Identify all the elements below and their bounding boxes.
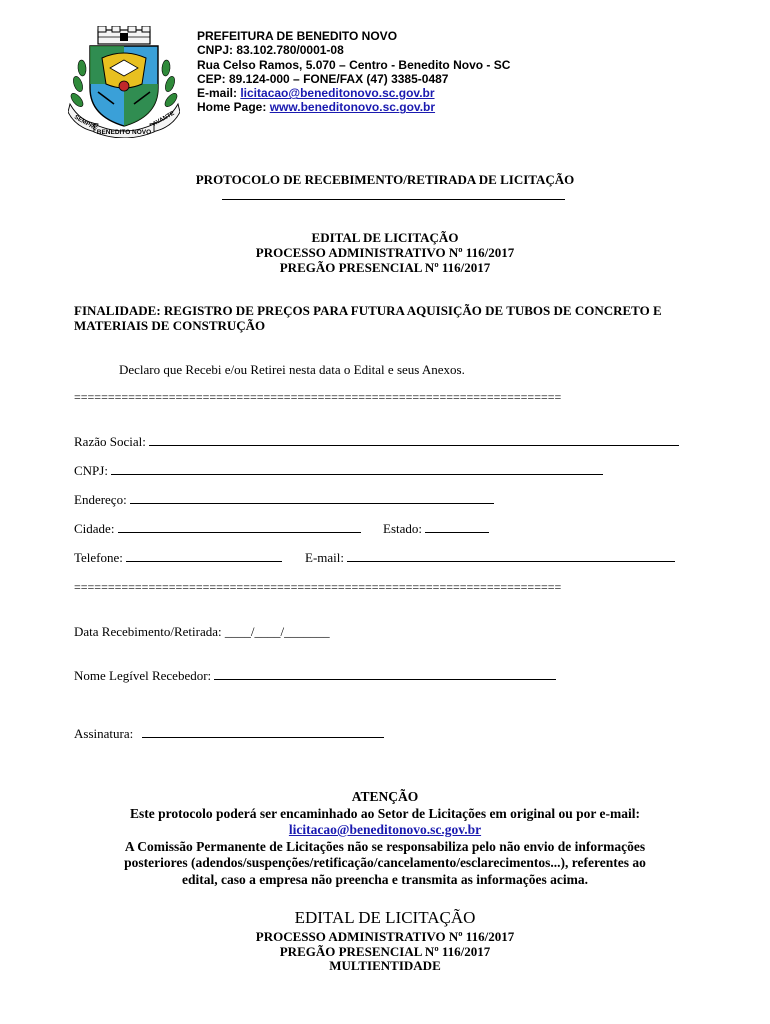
email-field[interactable] (305, 550, 675, 566)
estado-field[interactable] (383, 521, 489, 537)
attention-email-link[interactable]: licitacao@beneditonovo.sc.gov.br (288, 822, 482, 837)
attention-notice (0, 789, 770, 888)
attention-line-3: posteriores (adendos/suspenções/retificação/cancelamento/esclarecimentos...), referentes ao (124, 855, 646, 870)
edital-bottom-process: PROCESSO ADMINISTRATIVO Nº 116/2017 (255, 929, 515, 944)
edital-bottom-title: EDITAL DE LICITAÇÃO (294, 908, 476, 927)
edital-bottom-block (0, 930, 770, 974)
org-cnpj: CNPJ: 83.102.780/0001-08 (197, 43, 344, 58)
edital-top-block (0, 230, 770, 275)
cnpj-field[interactable] (74, 463, 603, 479)
nome-legivel-label: Nome Legível Recebedor: (74, 668, 212, 683)
endereco-field[interactable] (74, 492, 494, 508)
data-recebimento-field[interactable]: Data Recebimento/Retirada: ____/____/_______ (74, 624, 330, 639)
edital-bottom-multi: MULTIENTIDADE (329, 958, 441, 973)
cidade-blank[interactable] (118, 521, 361, 533)
cidade-label: Cidade: (74, 521, 115, 536)
mural-crown-icon (98, 26, 150, 44)
assinatura-blank[interactable] (142, 726, 384, 738)
razao-social-blank[interactable] (149, 434, 679, 446)
crest-banner: BENEDITO NOVO (96, 129, 152, 136)
nome-legivel-field[interactable] (74, 668, 556, 684)
endereco-blank[interactable] (130, 492, 494, 504)
org-cep-phone: CEP: 89.124-000 – FONE/FAX (47) 3385-0487 (197, 71, 449, 86)
email-blank[interactable] (347, 550, 675, 562)
shield-icon (90, 46, 158, 126)
telefone-blank[interactable] (126, 550, 282, 562)
edital-top-process: PROCESSO ADMINISTRATIVO Nº 116/2017 (255, 245, 515, 260)
attention-email-row (0, 822, 770, 839)
email-link[interactable]: licitacao@beneditonovo.sc.gov.br (240, 86, 435, 101)
motto-right: AVANTE (152, 110, 176, 128)
cnpj-blank[interactable] (111, 463, 603, 475)
edital-bottom-pregao: PREGÃO PRESENCIAL Nº 116/2017 (279, 943, 491, 959)
edital-top-title: EDITAL DE LICITAÇÃO (311, 230, 459, 245)
assinatura-label: Assinatura: (74, 726, 134, 741)
estado-label: Estado: (383, 521, 422, 536)
razao-social-field[interactable] (74, 434, 679, 450)
finalidade-text: FINALIDADE: REGISTRO DE PREÇOS PARA FUTURA AQUISIÇÃO DE TUBOS DE CONCRETO E MATERIAIS DE CONSTRUÇÃO (74, 303, 662, 333)
nome-legivel-blank[interactable] (214, 668, 556, 680)
homepage-label: Home Page: (197, 100, 270, 115)
telefone-field[interactable] (74, 550, 282, 566)
email-field-label: E-mail: (305, 550, 344, 565)
attention-title: ATENÇÃO (351, 789, 419, 804)
separator-line: ======================================================================== (74, 390, 562, 404)
protocol-title: PROTOCOLO DE RECEBIMENTO/RETIRADA DE LICITAÇÃO (195, 172, 575, 187)
letterhead (197, 29, 510, 115)
attention-line-1: Este protocolo poderá ser encaminhado ao Setor de Licitações em original ou por e-mail: (129, 805, 641, 821)
assinatura-field[interactable] (74, 726, 384, 742)
title-underline (222, 199, 565, 200)
org-homepage-row (197, 100, 510, 114)
cnpj-label: CNPJ: (74, 463, 108, 478)
cidade-field[interactable] (74, 521, 361, 537)
org-name: PREFEITURA DE BENEDITO NOVO (197, 29, 398, 43)
org-email-row (197, 86, 510, 100)
municipal-crest-icon (68, 26, 180, 138)
telefone-label: Telefone: (74, 550, 123, 565)
org-address: Rua Celso Ramos, 5.070 – Centro - Benedito Novo - SC (197, 57, 511, 72)
endereco-label: Endereço: (74, 492, 127, 507)
attention-line-4: edital, caso a empresa não preencha e transmita as informações acima. (182, 871, 588, 887)
homepage-link[interactable]: www.beneditonovo.sc.gov.br (269, 100, 436, 115)
razao-social-label: Razão Social: (74, 434, 146, 449)
estado-blank[interactable] (425, 521, 489, 533)
motto-left: SEMPRE (73, 114, 98, 133)
attention-line-2: A Comissão Permanente de Licitações não se responsabiliza pelo não envio de informações (124, 838, 646, 854)
declaration-text: Declaro que Recebi e/ou Retirei nesta data o Edital e seus Anexos. (119, 362, 465, 377)
separator-line: ======================================================================== (74, 580, 562, 594)
email-label: E-mail: (197, 86, 241, 101)
edital-top-pregao: PREGÃO PRESENCIAL Nº 116/2017 (279, 260, 491, 275)
